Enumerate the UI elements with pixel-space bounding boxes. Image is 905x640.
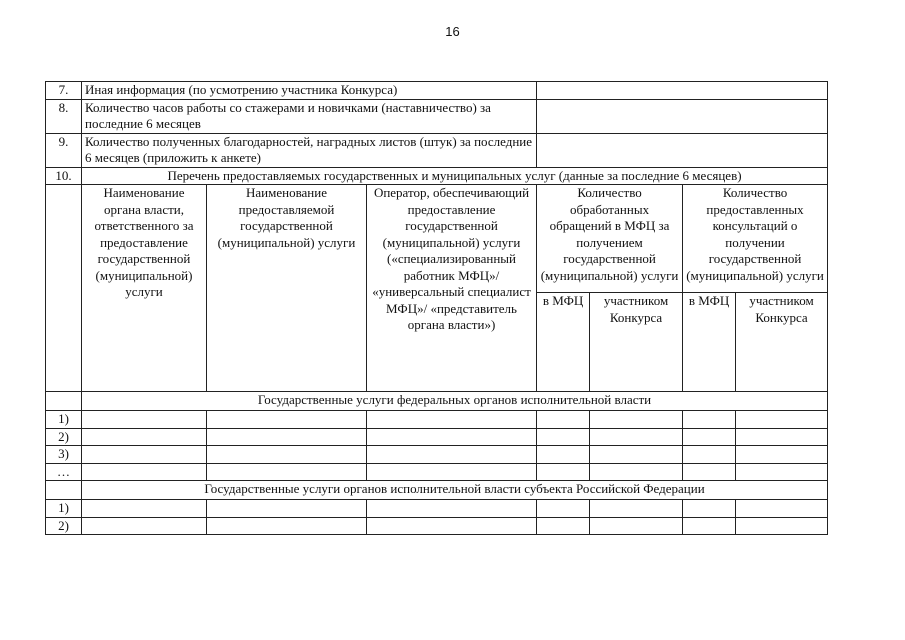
cell-field[interactable]	[82, 517, 207, 535]
row-number: 10.	[46, 167, 82, 185]
table-row	[46, 411, 828, 429]
cell-field[interactable]	[683, 446, 736, 464]
header-consult-in-mfc: в МФЦ	[683, 293, 736, 392]
cell-field[interactable]	[736, 463, 828, 481]
cell-field[interactable]	[736, 500, 828, 518]
header-service-name: Наименование предоставляемой государственной (муниципальной) услуги	[207, 185, 367, 392]
header-processed-requests: Количество обработанных обращений в МФЦ за получением государственной (муниципальной) услуги	[537, 185, 683, 293]
table-row	[46, 428, 828, 446]
cell-field[interactable]	[367, 411, 537, 429]
contest-form-table	[45, 81, 828, 535]
row-value-field[interactable]	[537, 82, 828, 100]
cell-field[interactable]	[367, 517, 537, 535]
cell-field[interactable]	[683, 463, 736, 481]
header-processed-in-mfc: в МФЦ	[537, 293, 590, 392]
cell-field[interactable]	[590, 411, 683, 429]
header-consultations: Количество предоставленных консультаций о получении государственной (муниципальной) услуги	[683, 185, 828, 293]
row-number: …	[46, 463, 82, 481]
cell-field[interactable]	[537, 463, 590, 481]
form-row-8	[46, 99, 828, 133]
form-row-9	[46, 133, 828, 167]
row-label: Иная информация (по усмотрению участника Конкурса)	[82, 82, 537, 100]
cell-field[interactable]	[207, 428, 367, 446]
services-title: Перечень предоставляемых государственных и муниципальных услуг (данные за последние 6 месяцев)	[82, 167, 828, 185]
cell-field[interactable]	[683, 500, 736, 518]
cell-field[interactable]	[590, 500, 683, 518]
cell-field[interactable]	[367, 446, 537, 464]
row-number: 1)	[46, 500, 82, 518]
form-row-10	[46, 167, 828, 185]
cell-field[interactable]	[736, 446, 828, 464]
header-operator: Оператор, обеспечивающий предоставление государственной (муниципальной) услуги («специализированный работник МФЦ»/ «универсальный специалист МФЦ»/ «представитель органа власти»)	[367, 185, 537, 392]
cell-field[interactable]	[207, 517, 367, 535]
services-header-row	[46, 185, 828, 293]
cell-field[interactable]	[683, 411, 736, 429]
cell-field[interactable]	[736, 428, 828, 446]
row-number: 1)	[46, 411, 82, 429]
table-row	[46, 463, 828, 481]
section-regional-title: Государственные услуги органов исполнительной власти субъекта Российской Федерации	[82, 481, 828, 500]
cell-field[interactable]	[367, 500, 537, 518]
row-number: 7.	[46, 82, 82, 100]
cell-field[interactable]	[82, 500, 207, 518]
row-label: Количество полученных благодарностей, наградных листов (штук) за последние 6 месяцев (приложить к анкете)	[82, 133, 537, 167]
cell-field[interactable]	[82, 446, 207, 464]
cell-field[interactable]	[82, 428, 207, 446]
row-number: 2)	[46, 428, 82, 446]
cell-field[interactable]	[537, 428, 590, 446]
cell-field[interactable]	[736, 517, 828, 535]
table-row	[46, 500, 828, 518]
cell-field[interactable]	[537, 517, 590, 535]
section-regional-row	[46, 481, 828, 500]
form-row-7	[46, 82, 828, 100]
page-number: 16	[445, 24, 460, 39]
cell-field[interactable]	[590, 446, 683, 464]
cell-field[interactable]	[683, 428, 736, 446]
header-processed-by-participant: участником Конкурса	[590, 293, 683, 392]
row-number: 9.	[46, 133, 82, 167]
row-label: Количество часов работы со стажерами и новичками (наставничество) за последние 6 месяцев	[82, 99, 537, 133]
cell-field[interactable]	[736, 411, 828, 429]
header-authority: Наименование органа власти, ответственного за предоставление государственной (муниципальной) услуги	[82, 185, 207, 392]
row-value-field[interactable]	[537, 133, 828, 167]
cell-field[interactable]	[683, 517, 736, 535]
section-federal-row	[46, 392, 828, 411]
cell-field[interactable]	[537, 500, 590, 518]
cell-field[interactable]	[207, 446, 367, 464]
row-value-field[interactable]	[537, 99, 828, 133]
cell-field[interactable]	[207, 500, 367, 518]
row-number: 3)	[46, 446, 82, 464]
cell-field[interactable]	[537, 446, 590, 464]
row-number: 2)	[46, 517, 82, 535]
cell-field[interactable]	[590, 428, 683, 446]
table-row	[46, 517, 828, 535]
cell-field[interactable]	[367, 428, 537, 446]
cell-field[interactable]	[82, 463, 207, 481]
cell-field[interactable]	[207, 463, 367, 481]
header-consult-by-participant: участником Конкурса	[736, 293, 828, 392]
cell-field[interactable]	[590, 517, 683, 535]
table-row	[46, 446, 828, 464]
cell-field[interactable]	[82, 411, 207, 429]
cell-field[interactable]	[590, 463, 683, 481]
row-number: 8.	[46, 99, 82, 133]
section-federal-title: Государственные услуги федеральных органов исполнительной власти	[82, 392, 828, 411]
cell-field[interactable]	[207, 411, 367, 429]
cell-field[interactable]	[537, 411, 590, 429]
cell-field[interactable]	[367, 463, 537, 481]
